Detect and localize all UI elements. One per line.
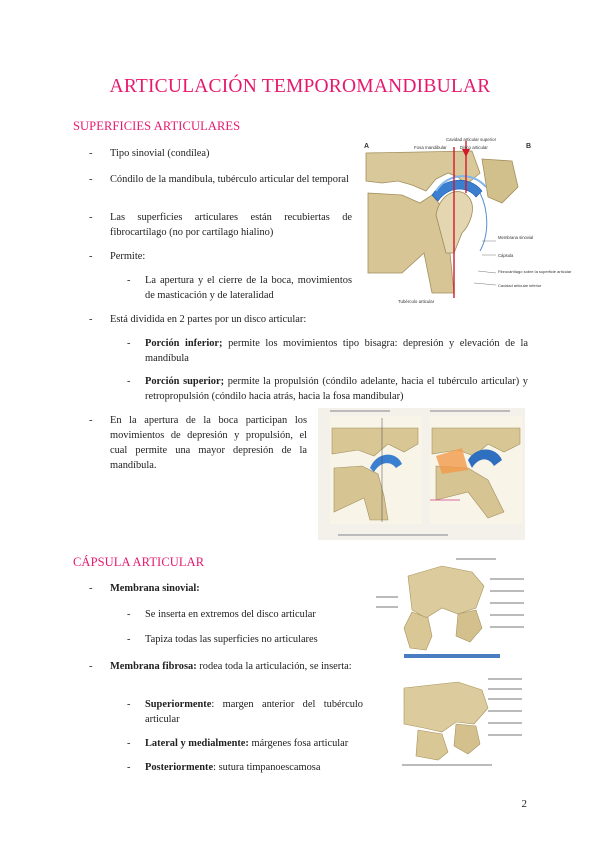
bullet-porcion-superior [145,374,528,404]
term-membrana-sinovial: Membrana sinovial: [110,583,200,594]
term-membrana-fibrosa: Membrana fibrosa: [110,661,197,672]
desc-posteriormente: : sutura timpanoescamosa [213,762,321,773]
bullet-dash: - [127,338,131,349]
bullet-apertura-cierre: La apertura y el cierre de la boca, movimientos de masticación y de lateralidad [145,275,352,301]
capsula-medial-illustration [398,668,528,772]
figure-capsula-lateral [372,556,532,664]
label-membrana-sinovial: Membrana sinovial [498,235,534,240]
bullet-dash: - [89,251,93,262]
tmj-open-closed-illustration [318,408,525,540]
bullet-dash: - [127,275,131,286]
label-cavidad-superior: Cavidad articular superior [446,137,497,142]
bullet-dash: - [89,583,93,594]
bullet-porcion-inferior [145,336,528,366]
tmj-section-illustration [362,133,572,305]
figure-capsula-medial [398,668,528,772]
bullet-dash: - [127,762,131,773]
label-disco-articular: Disco articular [460,145,488,150]
bullet-dash: - [89,415,93,426]
figure-tmj-section [362,133,572,305]
bullet-inserta-disco: Se inserta en extremos del disco articular [145,609,316,620]
bullet-dividida: Está dividida en 2 partes por un disco articular: [110,314,307,325]
bullet-dash: - [89,148,93,159]
desc-lateral-medial: márgenes fosa articular [248,738,349,749]
figure-panel-b-label: B [526,143,532,150]
desc-porcion-superior: permite la propulsión (cóndilo adelante, hacia el tubérculo articular) y retropropulsión (cóndilo hacia atrás, hacia la fosa mandibular) [145,376,528,402]
page-title: ARTICULACIÓN TEMPOROMANDIBULAR [109,76,491,97]
section-heading-superficies: SUPERFICIES ARTICULARES [73,119,241,133]
bullet-superiormente [145,697,363,727]
desc-porcion-inferior: permite los movimientos tipo bisagra: depresión y elevación de la mandíbula [145,338,529,364]
bullet-apertura-boca: En la apertura de la boca participan los movimientos de depresión y propulsión, el cual permite una mayor depresión de la mandíbula. [110,415,307,471]
label-fosa-mandibular: Fosa mandibular [414,145,447,150]
bullet-dash: - [89,174,93,185]
label-fibrocartilago: Fibrocartílago sobre la superficie articular [498,269,572,274]
bullet-dash: - [127,376,131,387]
label-cavidad-inferior: Cavidad articular inferior [498,283,542,288]
label-tuberculo-articular: Tubérculo articular [398,299,435,304]
bullet-membrana-fibrosa [110,659,363,674]
bullet-tipo-sinovial: Tipo sinovial (condílea) [110,148,210,159]
capsula-lateral-illustration [372,556,532,664]
term-porcion-superior: Porción superior; [145,376,225,387]
bullet-dash: - [89,314,93,325]
term-superiormente: Superiormente [145,699,212,710]
bullet-dash: - [127,634,131,645]
figure-panel-a-label: A [364,143,370,150]
term-lateral-medial: Lateral y medialmente: [145,738,249,749]
bullet-fibrocartilago: Las superficies articulares están recubiertas de fibrocartílago (no por cartílago hialino) [110,212,352,238]
bullet-tapiza: Tapiza todas las superficies no articulares [145,634,318,645]
label-capsula: Cápsula [498,253,514,258]
bullet-dash: - [127,609,131,620]
term-posteriormente: Posteriormente [145,762,214,773]
section-heading-capsula: CÁPSULA ARTICULAR [73,555,205,569]
bullet-dash: - [89,212,93,223]
bullet-condilo: Cóndilo de la mandíbula, tubérculo articular del temporal [110,174,349,185]
figure-tmj-open-closed [318,408,525,540]
bullet-posteriormente [145,760,363,775]
page-number: 2 [521,798,527,810]
bullet-dash: - [89,661,93,672]
desc-membrana-fibrosa: rodea toda la articulación, se inserta: [196,661,352,672]
bullet-lateral-medial [145,736,363,751]
bullet-dash: - [127,699,131,710]
term-porcion-inferior: Porción inferior; [145,338,223,349]
desc-superiormente: : margen anterior del tubérculo articular [145,699,363,725]
bullet-dash: - [127,738,131,749]
bullet-membrana-sinovial [110,581,360,596]
bullet-permite: Permite: [110,251,146,262]
